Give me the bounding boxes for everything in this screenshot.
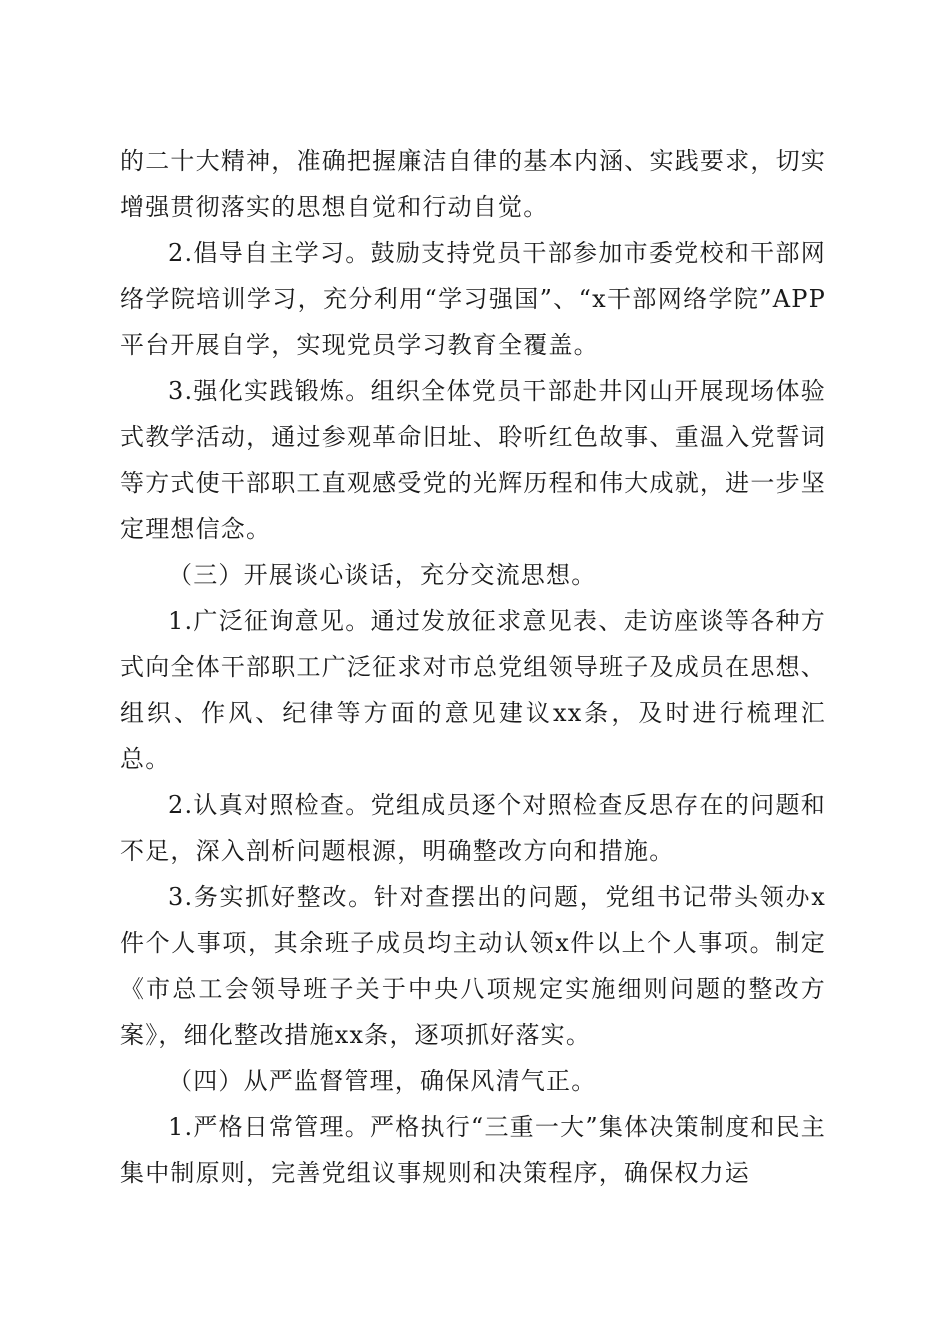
paragraph-item-2-self-study: 2.倡导自主学习。鼓励支持党员干部参加市委党校和干部网络学院培训学习，充分利用“学习强国”、“x干部网络学院”APP平台开展自学，实现党员学习教育全覆盖。	[120, 239, 826, 359]
paragraph-item-1-management: 1.严格日常管理。严格执行“三重一大”集体决策制度和民主集中制原则，完善党组议事规则和决策程序，确保权力运	[120, 1113, 826, 1187]
paragraph-item-3-rectify: 3.务实抓好整改。针对查摆出的问题，党组书记带头领办x件个人事项，其余班子成员均主动认领x件以上个人事项。制定《市总工会领导班子关于中央八项规定实施细则问题的整改方案》，细化整改措施xx条，逐项抓好落实。	[120, 883, 826, 1049]
section-heading-3: （三）开展谈心谈话，充分交流思想。	[168, 561, 597, 589]
section-heading-4: （四）从严监督管理，确保风清气正。	[168, 1067, 597, 1095]
paragraph-item-3-practice: 3.强化实践锻炼。组织全体党员干部赴井冈山开展现场体验式教学活动，通过参观革命旧址、聆听红色故事、重温入党誓词等方式使干部职工直观感受党的光辉历程和伟大成就，进一步坚定理想信念。	[120, 377, 826, 543]
paragraph-item-2-check: 2.认真对照检查。党组成员逐个对照检查反思存在的问题和不足，深入剖析问题根源，明确整改方向和措施。	[120, 791, 826, 865]
paragraph-item-1-opinions: 1.广泛征询意见。通过发放征求意见表、走访座谈等各种方式向全体干部职工广泛征求对市总党组领导班子及成员在思想、组织、作风、纪律等方面的意见建议xx条，及时进行梳理汇总。	[120, 607, 826, 773]
document-page	[120, 138, 826, 1196]
paragraph-continuation: 的二十大精神，准确把握廉洁自律的基本内涵、实践要求，切实增强贯彻落实的思想自觉和行动自觉。	[120, 147, 826, 221]
